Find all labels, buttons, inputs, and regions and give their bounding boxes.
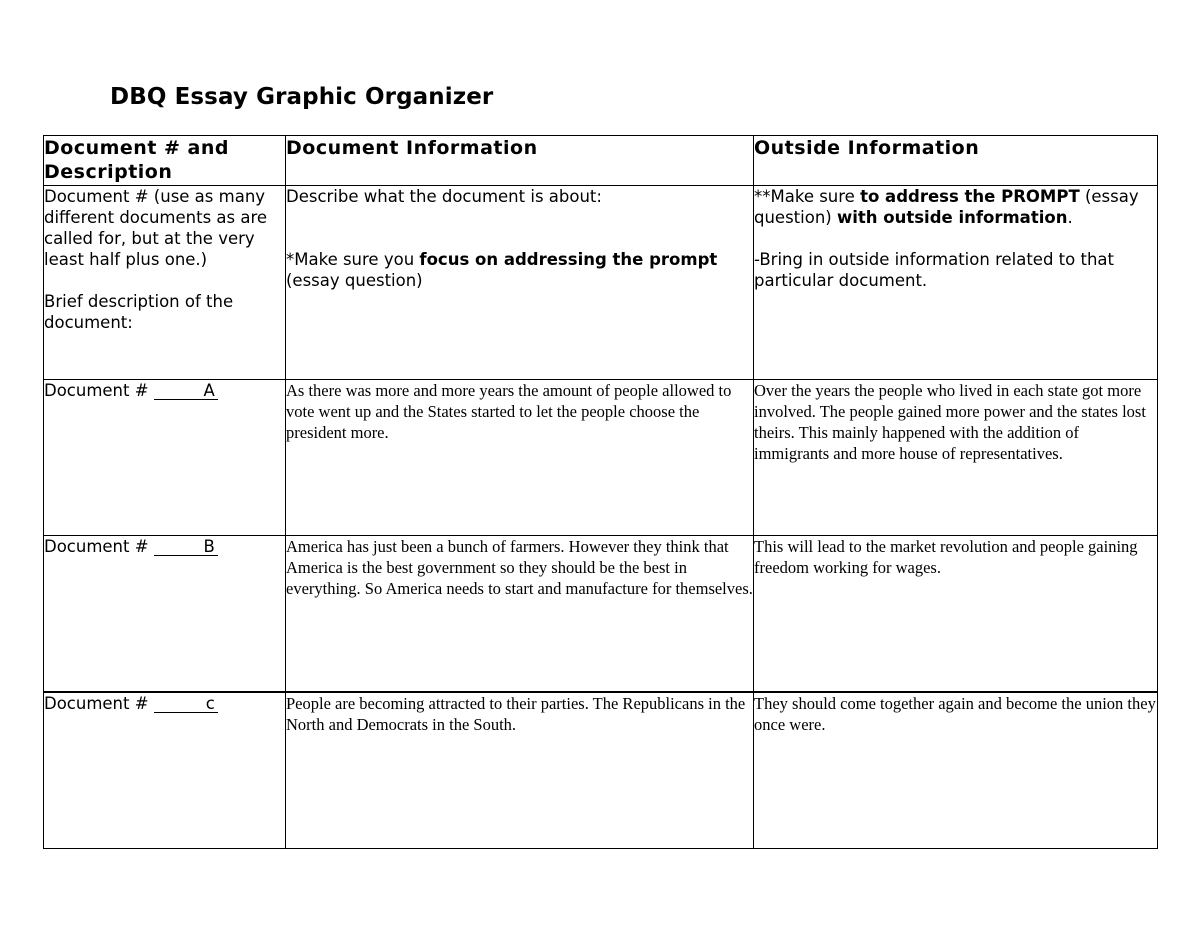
instructions-cell-document xyxy=(44,186,286,380)
document-label xyxy=(44,380,285,401)
document-letter-blank[interactable] xyxy=(154,695,218,713)
header-document-description: Document # and Description xyxy=(44,137,230,183)
instruction-brief-description: Brief description of the document: xyxy=(44,292,234,332)
outside-information-text: They should come together again and become the union they once were. xyxy=(754,694,1156,734)
instruction-address-bold2: with outside information xyxy=(836,208,1068,227)
instruction-describe: Describe what the document is about: xyxy=(286,187,602,206)
instruction-focus-prompt xyxy=(286,249,753,291)
outside-information-text: This will lead to the market revolution and people gaining freedom working for wages. xyxy=(754,537,1138,577)
instruction-address-prompt xyxy=(754,186,1157,228)
table-header-row xyxy=(44,136,1158,186)
page-title: DBQ Essay Graphic Organizer xyxy=(110,84,494,110)
document-information-text: As there was more and more years the amount of people allowed to vote went up and the States started to let the people choose the president more. xyxy=(286,381,732,442)
header-cell-document-information xyxy=(286,136,754,186)
document-label xyxy=(44,536,285,557)
instruction-focus-post: (essay question) xyxy=(286,271,423,290)
document-letter: A xyxy=(203,381,215,400)
instruction-bring-outside-info: -Bring in outside information related to that particular document. xyxy=(754,250,1114,290)
header-cell-document xyxy=(44,136,286,186)
document-letter-blank[interactable] xyxy=(154,538,218,556)
document-row-b xyxy=(44,536,1158,693)
outside-information-text: Over the years the people who lived in each state got more involved. The people gained more power and the states lost theirs. This mainly happened with the addition of immigrants and more house of representatives. xyxy=(754,381,1146,463)
outside-information-cell[interactable] xyxy=(754,536,1158,693)
document-label xyxy=(44,693,285,714)
document-label-text: Document # xyxy=(44,537,154,556)
graphic-organizer-table xyxy=(43,135,1158,849)
instruction-address-bold1: to address the PROMPT xyxy=(860,187,1080,206)
document-letter-blank[interactable] xyxy=(154,382,218,400)
document-row-a xyxy=(44,380,1158,536)
header-cell-outside-information xyxy=(754,136,1158,186)
instruction-address-end: . xyxy=(1067,208,1073,227)
instructions-cell-outside-information xyxy=(754,186,1158,380)
document-label-cell xyxy=(44,380,286,536)
document-label-cell xyxy=(44,692,286,849)
document-information-cell[interactable] xyxy=(286,692,754,849)
document-information-text: America has just been a bunch of farmers. However they think that America is the best government so they should be the best in everything. So America needs to start and manufacture for themselves. xyxy=(286,537,753,598)
outside-information-cell[interactable] xyxy=(754,692,1158,849)
instruction-address-mid: (essay question) xyxy=(754,187,1139,227)
document-label-text: Document # xyxy=(44,381,154,400)
instruction-document-number: Document # (use as many different documents as are called for, but at the very least half plus one.) xyxy=(44,187,268,269)
document-letter: B xyxy=(203,537,215,556)
instructions-row xyxy=(44,186,1158,380)
document-letter: c xyxy=(205,694,215,713)
header-outside-information: Outside Information xyxy=(754,137,980,159)
document-information-cell[interactable] xyxy=(286,536,754,693)
document-information-text: People are becoming attracted to their parties. The Republicans in the North and Democrats in the South. xyxy=(286,694,746,734)
outside-information-cell[interactable] xyxy=(754,380,1158,536)
document-label-text: Document # xyxy=(44,694,154,713)
instruction-focus-pre: *Make sure you xyxy=(286,250,420,269)
header-document-information: Document Information xyxy=(286,137,538,159)
instruction-focus-bold: focus on addressing the prompt xyxy=(419,250,718,269)
document-label-cell xyxy=(44,536,286,693)
instruction-address-pre: **Make sure xyxy=(754,187,861,206)
document-row-c xyxy=(44,692,1158,849)
document-information-cell[interactable] xyxy=(286,380,754,536)
instructions-cell-document-information xyxy=(286,186,754,380)
